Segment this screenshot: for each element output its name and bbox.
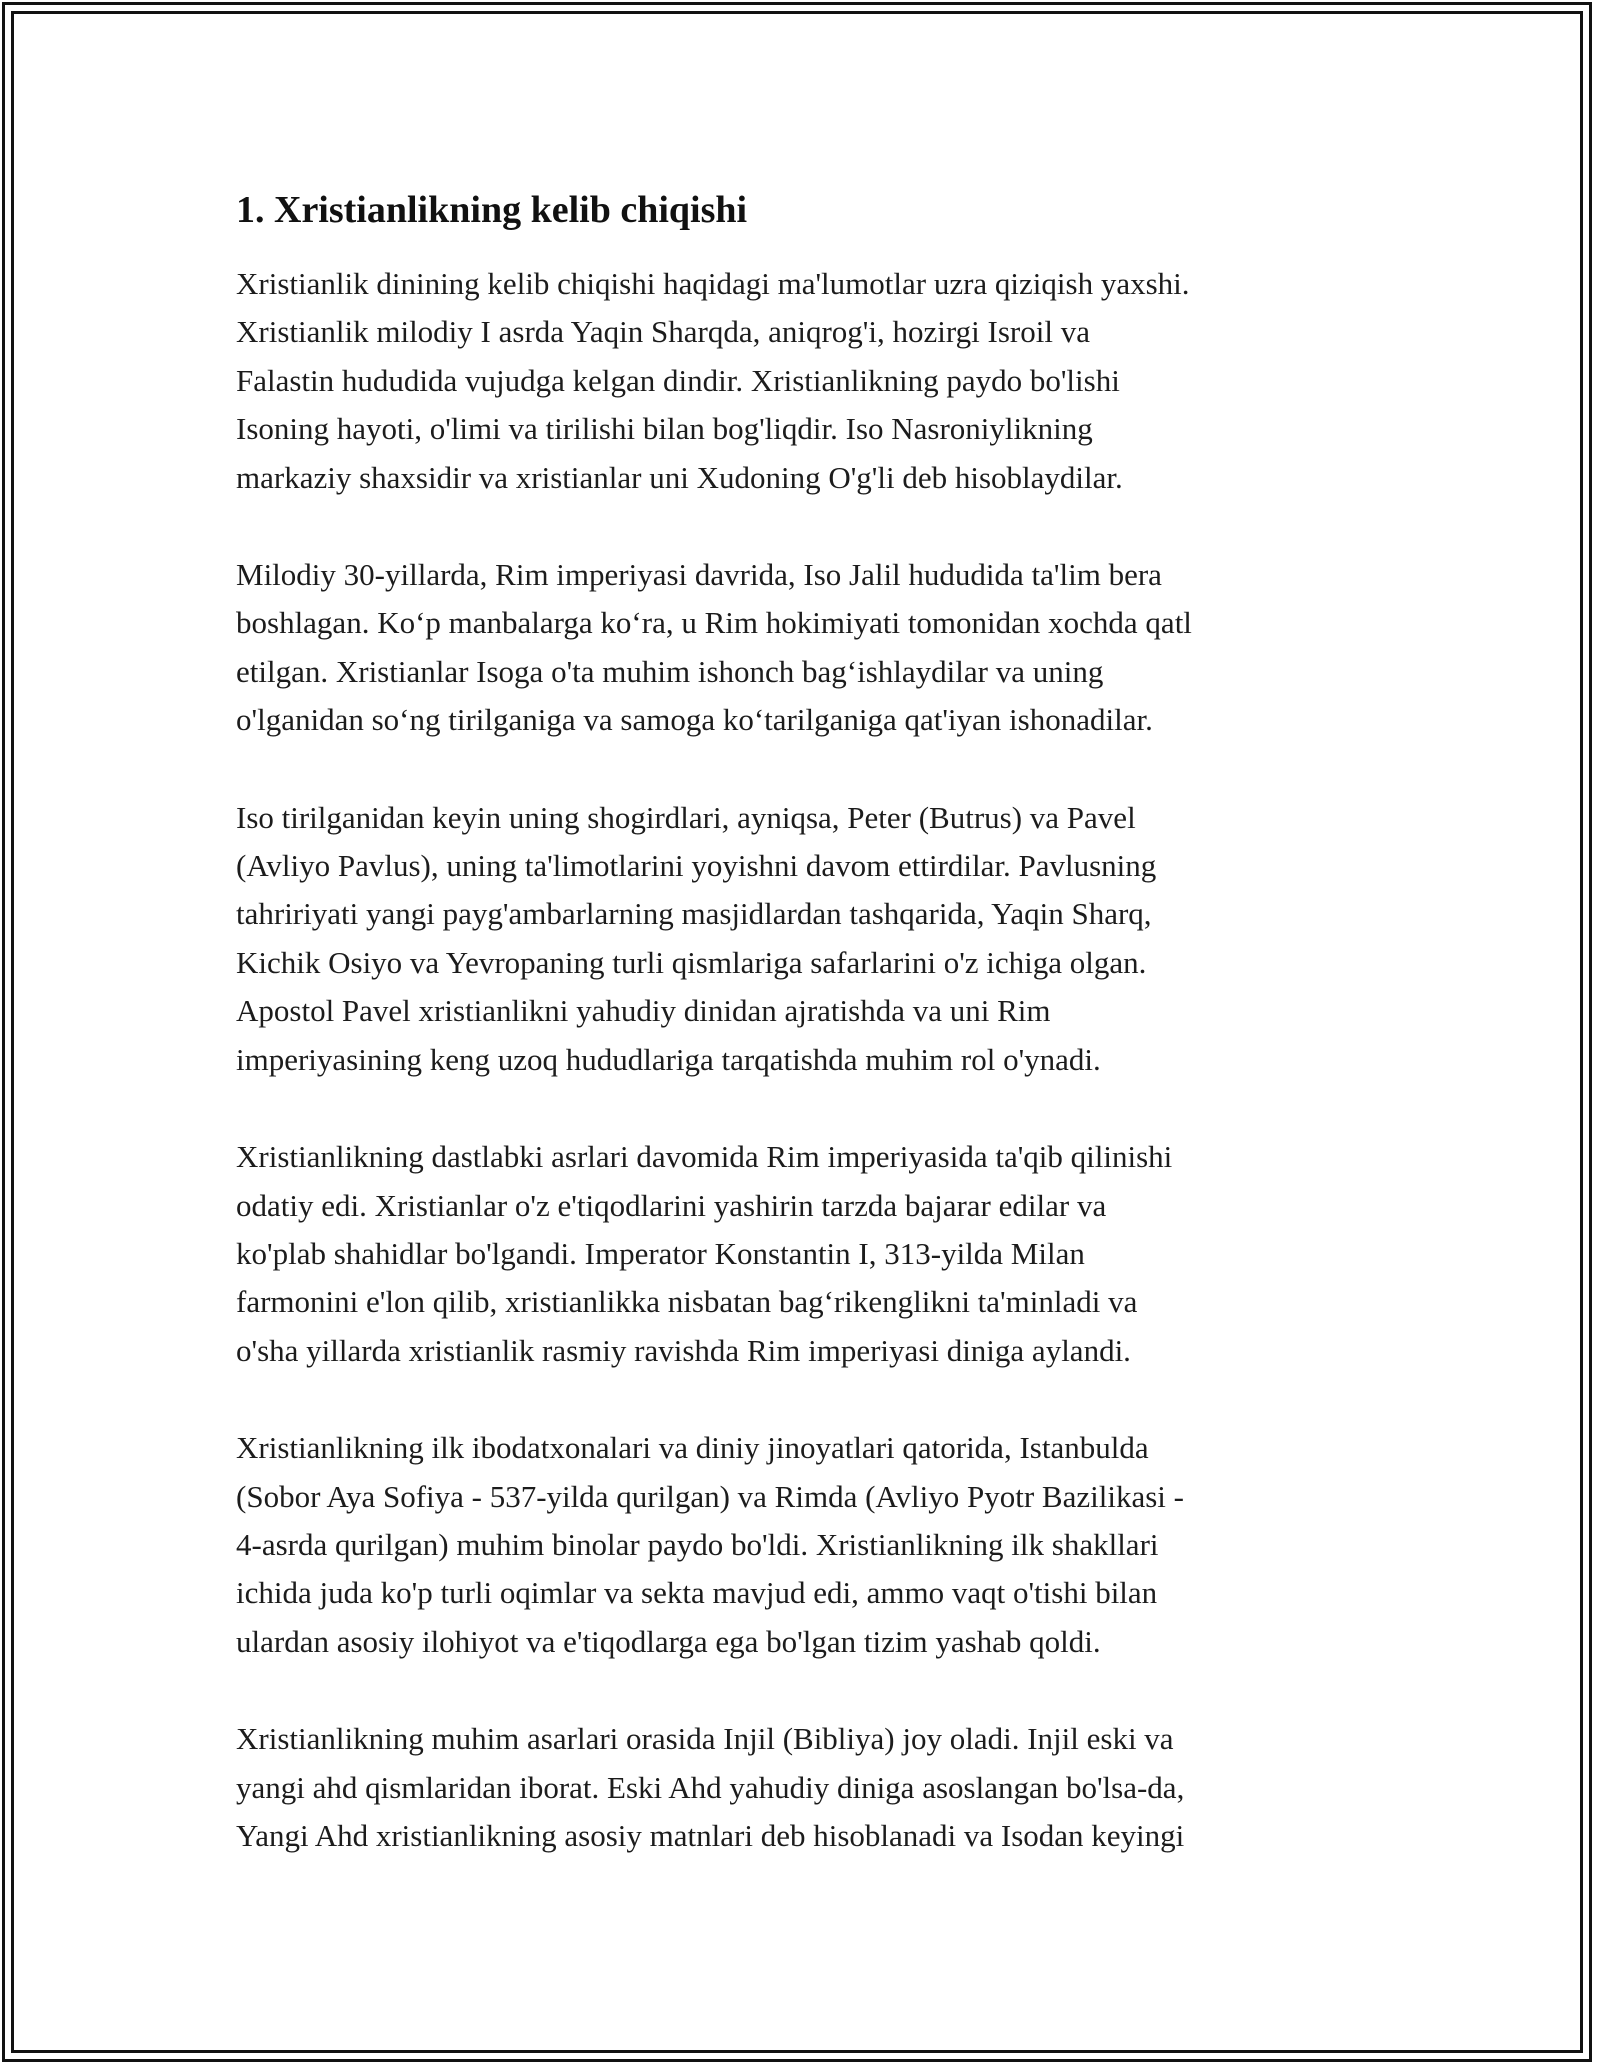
paragraph-bible: Xristianlikning muhim asarlari orasida Injil (Bibliya) joy oladi. Injil eski va yangi ahd qismlaridan iborat. Eski Ahd yahudiy diniga asoslangan bo'lsa-da, Yangi Ahd xristianlikning asosiy matnlari deb hisoblanadi va Isodan keyingi [236, 1721, 1185, 1853]
paragraph-early-churches: Xristianlikning ilk ibodatxonalari va diniy jinoyatlari qatorida, Istanbulda (Sobor Aya Sofiya - 537-yilda qurilgan) va Rimda (Avliyo Pyotr Bazilikasi - 4-asrda qurilgan) muhim binolar paydo bo'ldi. Xristianlikning ilk shakllari ichida juda ko'p turli oqimlar va sekta mavjud edi, ammo vaqt o'tishi bilan ulardan asosiy ilohiyot va e'tiqodlarga ega bo'lgan tizim yashab qoldi. [236, 1430, 1184, 1659]
paragraph-jesus-teaching: Milodiy 30-yillarda, Rim imperiyasi davrida, Iso Jalil hududida ta'lim bera boshlagan. Koʻp manbalarga koʻra, u Rim hokimiyati tomonidan xochda qatl etilgan. Xristianlar Isoga o'ta muhim ishonch bagʻishlaydilar va uning o'lganidan soʻng tirilganiga va samoga koʻtarilganiga qat'iyan ishonadilar. [236, 557, 1192, 738]
paragraph-origin: Xristianlik dinining kelib chiqishi haqidagi ma'lumotlar uzra qiziqish yaxshi. Xristianlik milodiy I asrda Yaqin Sharqda, aniqrog'i, hozirgi Isroil va Falastin hududida vujudga kelgan dindir. Xristianlikning paydo bo'lishi Isoning hayoti, o'limi va tirilishi bilan bog'liqdir. Iso Nasroniylikning markaziy shaxsidir va xristianlar uni Xudoning O'g'li deb hisoblaydilar. [236, 266, 1190, 495]
paragraph-apostles: Iso tirilganidan keyin uning shogirdlari, ayniqsa, Peter (Butrus) va Pavel (Avliyo Pavlus), uning ta'limotlarini yoyishni davom ettirdilar. Pavlusning tahririyati yangi payg'ambarlarning masjidlardan tashqarida, Yaqin Sharq, Kichik Osiyo va Yevropaning turli qismlariga safarlarini o'z ichiga olgan. Apostol Pavel xristianlikni yahudiy dinidan ajratishda va uni Rim imperiyasining keng uzoq hududlariga tarqatishda muhim rol o'ynadi. [236, 799, 1157, 1077]
paragraph-persecution: Xristianlikning dastlabki asrlari davomida Rim imperiyasida ta'qib qilinishi odatiy edi. Xristianlar o'z e'tiqodlarini yashirin tarzda bajarar edilar va ko'plab shahidlar bo'lgandi. Imperator Konstantin I, 313-yilda Milan farmonini e'lon qilib, xristianlikka nisbatan bagʻrikenglikni ta'minladi va o'sha yillarda xristianlik rasmiy ravishda Rim imperiyasi diniga aylandi. [236, 1139, 1173, 1368]
document-body [236, 186, 1386, 1909]
document-title: 1. Xristianlikning kelib chiqishi [236, 189, 748, 231]
